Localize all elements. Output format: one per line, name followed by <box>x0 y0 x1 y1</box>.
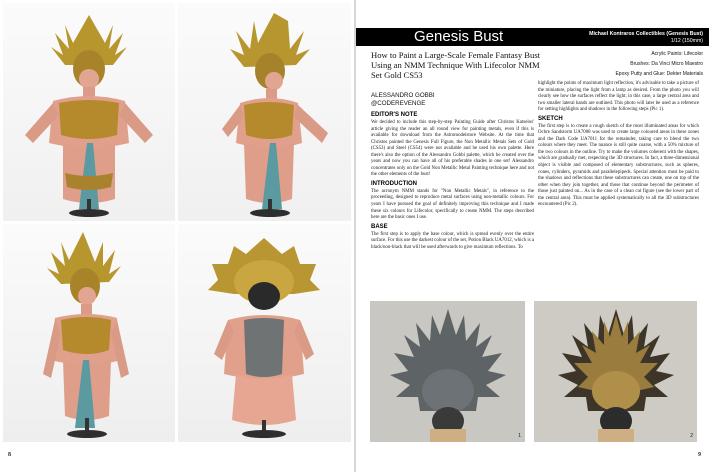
author-name: ALESSANDRO GOBBI <box>371 92 435 99</box>
base-text: The first step is to apply the base colour, which is spread evenly over the entire surface. For this use the darkest colour of the set, Potion Black UA7012, which is a black/non-black that will be used afterwards to give maximum reflections. To <box>371 231 534 250</box>
introduction-heading: INTRODUCTION <box>371 180 417 187</box>
editors-note-text: We decided to include this step-by-step Painting Guide after Christos Katselos' article giving the reader an all round view for painting metals, even if this is available for download from the Astromodelstore Website. At the time that Christos painted the Genesis Full Figure, the Non Metallic Metals Sets of Gold (CS53) and Steel (CS54) were not available and he used his own palette. Here there's also the option of the Alessandro Gobbi palette, which he created over the years and now you can have all of his preferable shades in one set! Alessandro concentrates only on the Gold Non Metallic Metal Painting technique here and not the other elements of the bust! <box>371 120 534 178</box>
bust-photo-front <box>3 3 175 221</box>
step-photo-1 <box>370 301 525 442</box>
material-paints: Acrylic Paints: Lifecolor <box>651 51 703 57</box>
author-handle: @CODEREVENGE <box>371 100 426 107</box>
manufacturer-credit: Michael Kontraros Collectibles (Genesis Bust) <box>589 31 703 37</box>
bust-figure <box>25 15 153 217</box>
text-column-2 <box>538 81 699 209</box>
bust-photo-three-quarter <box>3 224 175 442</box>
bust-photo-side <box>178 3 351 221</box>
material-brushes: Brushes: Da Vinci Micro Maestro <box>630 61 703 67</box>
pic-number-2: 2 <box>690 433 693 439</box>
left-page <box>0 0 354 472</box>
page-number-right: 9 <box>698 452 701 458</box>
base-continued-text: highlight the points of maximum light reflection, it's advisable to take a picture of the miniature, placing the light from a lamp as desired. From the photo you will clearly see how the surfaces reflect the light; in this case, a large central area and two smaller lateral bands are outlined. This photo will later be used as a reference for setting highlights and shadows in the following steps (Pic 1). <box>538 81 699 113</box>
text-column-1 <box>371 110 534 251</box>
article-subtitle: How to Paint a Large-Scale Female Fantasy Bust Using an NMM Technique With Lifecolor NMM Set Gold CS53 <box>371 50 541 80</box>
right-page <box>356 0 709 472</box>
sketch-text: The first step is to create a rough sketch of the most illuminated areas for which Ochre Sandstorm UA7008 was used to create large coloured areas in these zones and the Dark Code UA7011 for the remainder, taking care to blend the two colours where they meet. The nuance is still quite coarse, with a 50% mixture of the two colours in the outline. Try to make the volumes coherent with the shapes, which are gradually met, respecting the 3D structures. In fact, a three-dimensional object is visible and composed of elementary substructures, such as spheres, cones, cylinders, pyramids and parallelepipeds. Special attention must be paid to the shadows and reflections that these substructures can create, one on top of the other when they join together, and those that continue beyond the perimeter of those just painted on... As in the case of a clean cut figure (see the lower part of the central area). This must be applied systematically to all the 3D substructures encountered (Pic 2). <box>538 123 699 208</box>
sketch-heading: SKETCH <box>538 115 563 122</box>
model-scale: 1/12 (150mm) <box>670 38 703 44</box>
editors-note-heading: EDITOR'S NOTE <box>371 112 418 118</box>
pic-number-1: 1 <box>518 433 521 439</box>
bust-photo-back <box>178 224 351 442</box>
title-bar <box>356 28 709 46</box>
page-number-left: 8 <box>8 452 11 458</box>
article-title: Genesis Bust <box>414 28 504 45</box>
base-heading: BASE <box>371 223 388 230</box>
author-block <box>371 92 435 108</box>
step-photo-2 <box>534 301 697 442</box>
materials-list <box>553 49 703 79</box>
introduction-text: The acronym NMM stands for "Non Metallic Metals", in reference to the proceeding, designed to reproduce metal surfaces using non-metallic colours. For years I have pursued the goal of definitely improving this technique and I made these six colours for Lifecolor, specifically to create NMM. The steps described here are the basic ones I use. <box>371 188 534 221</box>
material-putty-glue: Epoxy Putty and Glue: Dekter Materials <box>615 71 703 77</box>
